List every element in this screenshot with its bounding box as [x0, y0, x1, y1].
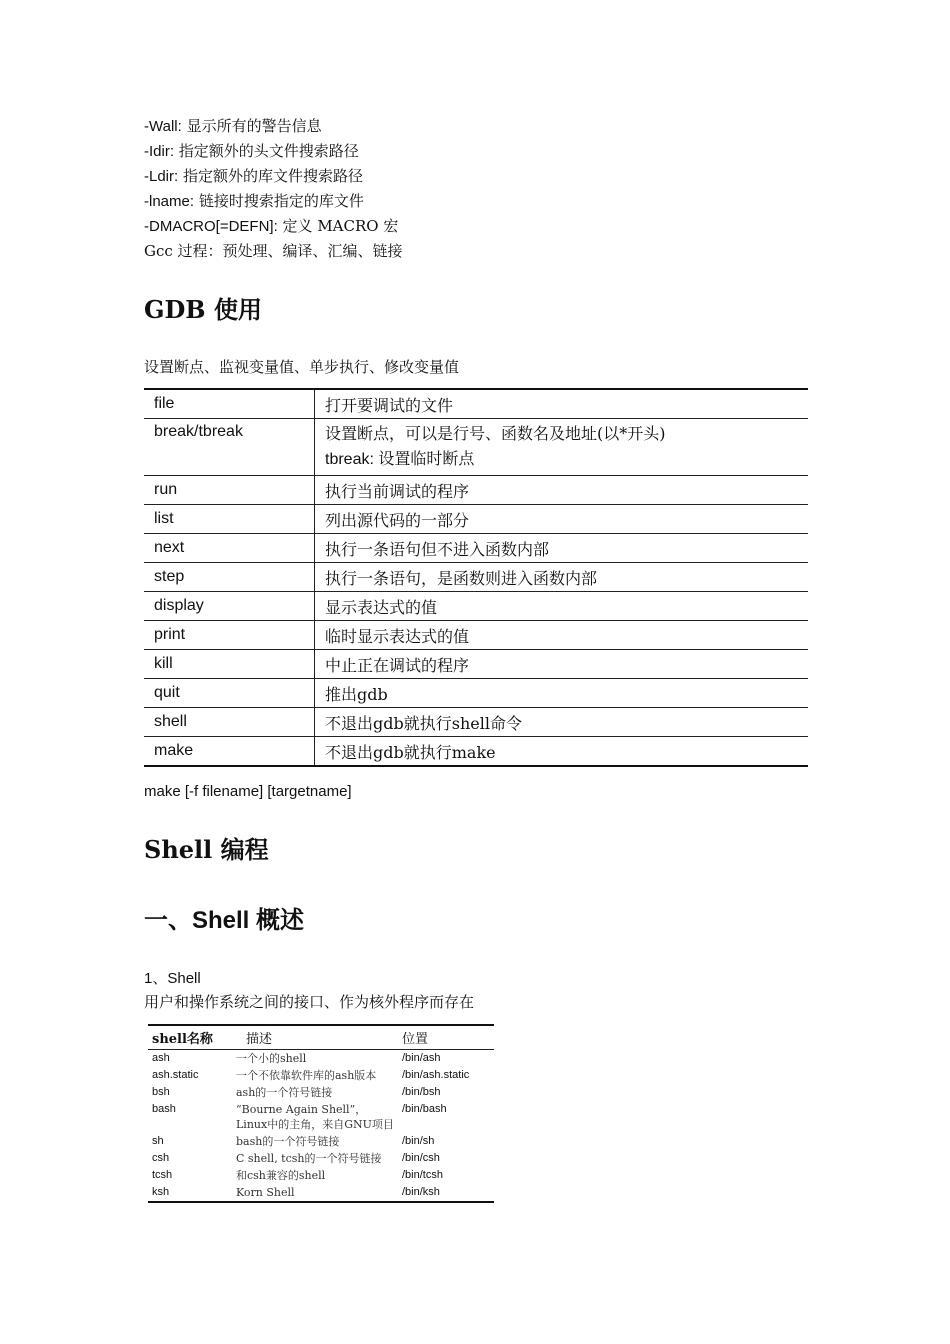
- table-row: sh bash的一个符号链接 /bin/sh: [152, 1135, 435, 1148]
- gcc-options-list: [144, 114, 403, 264]
- gdb-desc: 打开要调试的文件: [325, 395, 454, 415]
- gdb-cmd: break/tbreak: [144, 419, 315, 476]
- gdb-cmd: make: [144, 737, 315, 767]
- gdb-heading: GDB 使用: [144, 295, 262, 324]
- gdb-desc: 不退出gdb就执行make: [315, 737, 809, 767]
- table-row: [144, 389, 808, 419]
- gdb-desc: 显示表达式的值: [315, 592, 809, 621]
- gdb-desc: 执行一条语句但不进入函数内部: [315, 534, 809, 563]
- gdb-cmd: quit: [144, 679, 315, 708]
- gdb-desc: 临时显示表达式的值: [315, 621, 809, 650]
- gdb-command-table: [144, 388, 808, 767]
- table-row: [144, 534, 808, 563]
- gdb-cmd: next: [144, 534, 315, 563]
- gdb-desc: [315, 419, 809, 476]
- gdb-cmd: file: [144, 389, 315, 419]
- table-row: [144, 708, 808, 737]
- table-row: [144, 679, 808, 708]
- gcc-option: -Idir: 指定额外的头文件搜索路径: [144, 142, 359, 160]
- gdb-cmd: shell: [144, 708, 315, 737]
- table-row: csh C shell, tcsh的一个符号链接 /bin/csh: [152, 1152, 440, 1165]
- col-header: 位置: [398, 1025, 494, 1050]
- gdb-desc: 中止正在调试的程序: [315, 650, 809, 679]
- table-row: tcsh 和csh兼容的shell /bin/tcsh: [152, 1169, 443, 1182]
- table-row: [144, 737, 808, 767]
- table-header-row: [148, 1025, 494, 1050]
- gdb-cmd: kill: [144, 650, 315, 679]
- table-row: ash.static 一个不依靠软件库的ash版本 /bin/ash.static: [152, 1069, 470, 1082]
- gdb-desc: 推出gdb: [315, 679, 809, 708]
- col-header: shell名称: [148, 1025, 232, 1050]
- gcc-option: -Ldir: 指定额外的库文件搜索路径: [144, 167, 363, 185]
- table-row: [144, 621, 808, 650]
- sub1-desc: 用户和操作系统之间的接口、作为核外程序而存在: [144, 993, 475, 1011]
- gdb-cmd: run: [144, 476, 315, 505]
- table-row: [144, 592, 808, 621]
- gdb-intro: 设置断点、监视变量值、单步执行、修改变量值: [144, 358, 460, 376]
- gdb-cmd: step: [144, 563, 315, 592]
- make-usage: make [-f filename] [targetname]: [144, 783, 352, 800]
- table-row: bash “Bourne Again Shell”，Linux中的主角，来自GNU项目 /bin/bash: [152, 1103, 447, 1131]
- gdb-desc-note: tbreak: 设置临时断点: [325, 451, 475, 468]
- gdb-desc: 执行当前调试的程序: [315, 476, 809, 505]
- gcc-option: -DMACRO[=DEFN]: 定义 MACRO 宏: [144, 217, 399, 235]
- sub1-title: 1、Shell: [144, 970, 201, 987]
- table-row: [144, 476, 808, 505]
- table-row: [144, 563, 808, 592]
- gcc-option: -lname: 链接时搜索指定的库文件: [144, 192, 364, 210]
- section1-heading: 一、Shell 概述: [144, 907, 305, 934]
- table-row: ksh Korn Shell /bin/ksh: [152, 1186, 440, 1199]
- gdb-desc: 不退出gdb就执行shell命令: [315, 708, 809, 737]
- gcc-process-line: Gcc 过程：预处理、编译、汇编、链接: [144, 242, 403, 260]
- table-row: [144, 650, 808, 679]
- table-row: bsh ash的一个符号链接 /bin/bsh: [152, 1086, 441, 1099]
- col-header: 描述: [232, 1025, 398, 1050]
- gdb-cmd: display: [144, 592, 315, 621]
- gdb-desc: 列出源代码的一部分: [315, 505, 809, 534]
- shell-types-table: [148, 1024, 494, 1203]
- table-row: ash 一个小的shell /bin/ash: [152, 1052, 441, 1065]
- gcc-option: -Wall: 显示所有的警告信息: [144, 117, 322, 135]
- gdb-desc: 执行一条语句，是函数则进入函数内部: [315, 563, 809, 592]
- gdb-cmd: print: [144, 621, 315, 650]
- gdb-cmd: list: [144, 505, 315, 534]
- gdb-desc-line: 设置断点，可以是行号、函数名及地址(以*开头): [325, 424, 666, 443]
- table-row: [144, 419, 808, 476]
- shell-heading: Shell 编程: [144, 835, 269, 864]
- table-row: [144, 505, 808, 534]
